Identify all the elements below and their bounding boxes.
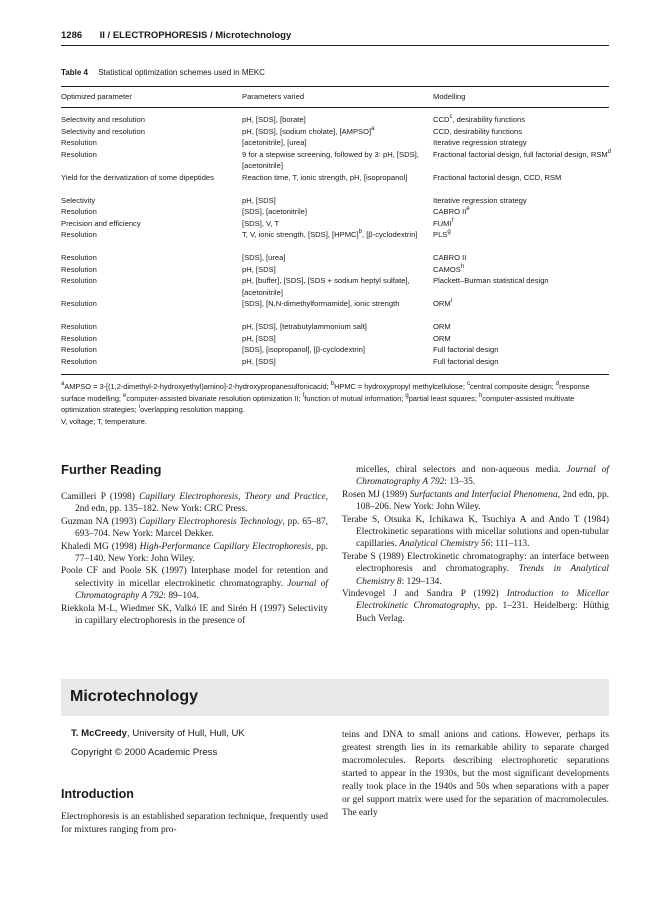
table-cell: Resolution (61, 149, 97, 159)
reference-item: Rosen MJ (1989) Surfactants and Interfacial Phenomena, 2nd edn, pp. 108–206. New York: John Wiley. (342, 489, 609, 513)
table-cell: Full factorial design (433, 345, 499, 354)
table-cell: Resolution (61, 253, 97, 262)
table-bottom-rule (61, 374, 609, 375)
table-label: Table 4 (61, 68, 88, 77)
author-name: T. McCreedy (71, 728, 127, 739)
table-row (61, 321, 609, 333)
table-cell: Reaction time, T, ionic strength, pH, [isopropanol] (242, 172, 408, 182)
reference-item: Terabe S, Otsuka K, Ichikawa K, Tsuchiya A and Ando T (1984) Electrokinetic separations with micellar solutions and open-tubular capillaries. Analytical Chemistry 56: 111–113. (342, 514, 609, 550)
table-cell: Resolution (61, 333, 97, 343)
table-cell: Resolution (61, 276, 97, 285)
table-cell: CCD, desirability functions (433, 126, 523, 136)
table-header-cell: Optimized parameter (61, 92, 132, 101)
table-row (61, 172, 609, 195)
table-row (61, 298, 609, 321)
table-cell: [acetonitrile], [urea] (242, 138, 307, 147)
table-cell: Fractional factorial design, CCD, RSM (433, 172, 562, 182)
table-cell: Fractional factorial design, full factorial design, RSM$^d$ (433, 148, 612, 159)
table-cell: [SDS], V, T (242, 218, 280, 228)
table-cell: pH, [SDS], [borate] (242, 115, 306, 124)
table-body (61, 114, 612, 367)
table-row (61, 218, 609, 230)
table-cell: pH, [SDS], [sodium cholate], [AMPSO]$^a$ (242, 125, 375, 136)
table-row (61, 275, 609, 298)
section-path: II / ELECTROPHORESIS / Microtechnology (99, 30, 292, 41)
table-row (61, 206, 609, 218)
table-cell: Plackett–Burman statistical design (433, 276, 549, 285)
table-header-rule (61, 107, 609, 108)
table-cell: [SDS], [urea] (242, 253, 286, 262)
table-header-cell: Modelling (433, 92, 466, 101)
table-cell: Resolution (61, 207, 97, 216)
table-cell: CABRO II (433, 253, 467, 262)
table-cell: Selectivity (61, 195, 96, 205)
reference-list-left (61, 491, 328, 627)
author-line (71, 728, 245, 739)
table-cell: Iterative regression strategy (433, 138, 527, 147)
table-top-rule (61, 86, 609, 87)
table-cell: Resolution (61, 345, 97, 354)
table-cell: [SDS], [N,N-dimethylformamide], ionic strength (242, 299, 400, 308)
table-cell: Precision and efficiency (61, 218, 141, 228)
reference-item: Khaledi MG (1998) High-Performance Capillary Electrophoresis, pp. 77–140. New York: John Wiley. (61, 541, 328, 565)
article-title: Microtechnology (70, 688, 199, 705)
reference-item: Riekkola M-L, Wiedmer SK, Valkó IE and Sirén H (1997) Selectivity in capillary electrophoresis in the presence of (61, 603, 328, 627)
table-cell: CCD$^c$, desirability functions (433, 114, 526, 124)
table-cell: [SDS], [isopropanol], [β-cyclodextrin] (242, 345, 365, 354)
table-row (61, 148, 612, 172)
table-cell: T, V, ionic strength, [SDS], [HPMC]$^b$, [β-cyclodextrin] (242, 229, 418, 239)
table-cell: pH, [SDS] (242, 264, 276, 274)
reference-item: Camilleri P (1998) Capillary Electrophoresis, Theory and Practice, 2nd edn, pp. 135–182. New York: CRC Press. (61, 492, 328, 515)
table-cell: Resolution (61, 356, 97, 366)
table-cell: Resolution (61, 230, 97, 239)
reference-item: micelles, chiral selectors and non-aqueous media. Journal of Chromatography A 792: 13–35. (356, 465, 609, 488)
table-cell: Selectivity and resolution (61, 115, 145, 124)
table-row (61, 356, 609, 368)
intro-paragraph-right: teins and DNA to small anions and cations. However, perhaps its greatest strength lies in its remarkable ability to separate charged macromolecules. Reports describing electrophoretic separations started to appear in the 1930s, but the most significant developments really took place in the 1940s and 50s when separations with a paper or gel support matrix were used for the separation of macromolecules. The early (342, 730, 609, 818)
running-header (61, 30, 609, 41)
reference-list-right (342, 464, 609, 625)
table-cell: Resolution (61, 138, 97, 147)
reference-item: Poole CF and Poole SK (1997) Interphase model for retention and selectivity in micellar electrokinetic chromatography. Journal of Chromatography A 792: 89–104. (61, 566, 328, 602)
table-cell: Iterative regression strategy (433, 195, 527, 205)
reference-item: Guzman NA (1993) Capillary Electrophoresis Technology, pp. 65–87, 693–704. New York: Marcel Dekker. (61, 516, 328, 540)
further-reading-heading: Further Reading (61, 462, 162, 477)
table-cell: CABRO IIe (433, 206, 470, 216)
table-row (61, 344, 609, 356)
table-row (61, 126, 609, 138)
table-cell: Resolution (61, 322, 97, 331)
table-cell: CAMOS$^h$ (433, 263, 465, 274)
table-cell: pH, [SDS] (242, 333, 276, 343)
introduction-heading: Introduction (61, 787, 134, 801)
table-cell: pH, [SDS], [tetrabutylammonium salt] (242, 322, 367, 331)
table-footnote-text: $^a$AMPSO = 3-[(1,2-dimethyl-2-hydroxyethyl)amino]-2-hydroxypropanesulfonicacid; $^b$HPMC = hydroxypropyl methylcellulose; $^c$central composite design; $^d$response surface modelling; $^e$computer-assisted bivariate resolution optimization II; $^f$function of mutual information; $^g$partial least squares; $^h$computer-assisted multivate optimization strategies; $^i$overlapping resolution mapping. (61, 381, 590, 414)
table-cell: Selectivity and resolution (61, 126, 145, 136)
table-cell: Yield for the derivatization of some dipeptides (61, 172, 214, 182)
table-cell: 9 for a stepwise screening, followed by 3: pH, [SDS], [acetonitrile] (242, 149, 419, 170)
table-row (61, 333, 609, 345)
table-cell: pH, [SDS] (242, 356, 276, 366)
table-row (61, 195, 609, 207)
article-title-banner (61, 679, 609, 716)
table-row (61, 114, 609, 126)
intro-paragraph-left: Electrophoresis is an established separation technique, frequently used for mixtures ranging from pro- (61, 812, 328, 835)
table-row (61, 252, 609, 264)
table-cell: ORM (433, 333, 451, 343)
copyright-line: Copyright © 2000 Academic Press (71, 747, 218, 758)
table-cell: [SDS], [acetonitrile] (242, 207, 307, 216)
table-cell: ORM (433, 322, 451, 331)
author-affiliation: , University of Hull, Hull, UK (126, 728, 245, 739)
table-footnote-abbrev: V, voltage; T, temperature. (61, 416, 147, 426)
header-rule (61, 45, 609, 46)
table-row (61, 229, 609, 252)
table-cell: pH, [SDS] (242, 195, 276, 205)
reference-item: Terabe S (1989) Electrokinetic chromatography: an interface between electrophoresis and chromatography. Trends in Analytical Chemistry 8: 129–134. (342, 551, 609, 587)
table-row (61, 137, 609, 149)
table-caption (61, 68, 265, 77)
table-caption-text: Statistical optimization schemes used in MEKC (98, 68, 265, 77)
table-footnote (61, 381, 609, 427)
table-header-cell: Parameters varied (242, 92, 305, 101)
table-cell: FUMI$^f$ (433, 217, 454, 228)
table-cell: Resolution (61, 299, 97, 308)
table-cell: Full factorial design (433, 356, 499, 366)
table-cell: ORM$^i$ (433, 298, 453, 308)
table-cell: PLS$^g$ (433, 229, 451, 239)
reference-item: Vindevogel J and Sandra P (1992) Introduction to Micellar Electrokinetic Chromatography, pp. 1–231. Heidelberg: Hüthig Buch Verlag. (342, 589, 609, 624)
table-cell: Resolution (61, 264, 97, 274)
table-cell: pH, [buffer], [SDS], [SDS + sodium heptyl sulfate], [acetonitrile] (242, 276, 410, 297)
page-number: 1286 (61, 30, 83, 41)
table-row (61, 264, 609, 276)
